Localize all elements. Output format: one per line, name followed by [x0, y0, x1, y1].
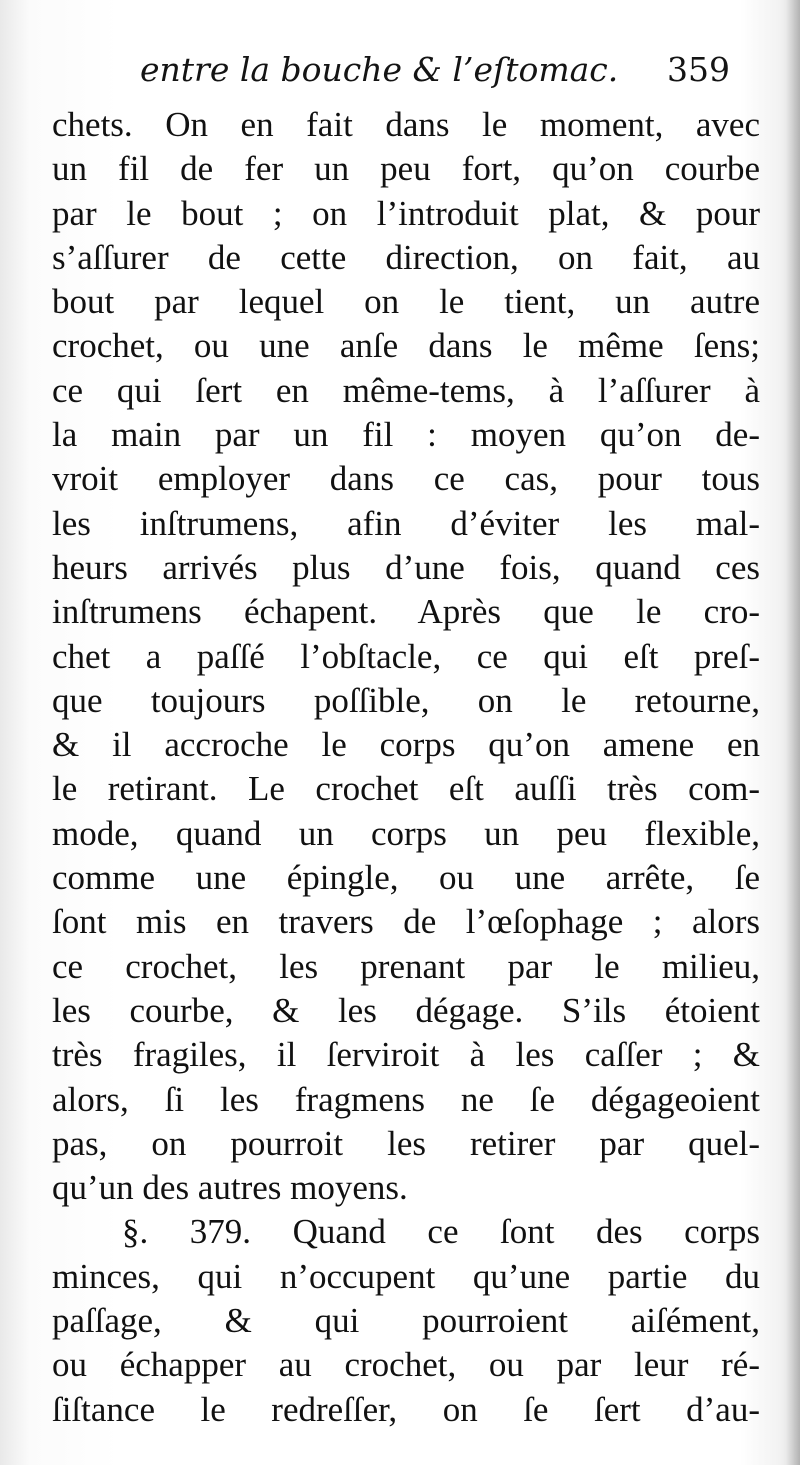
text-line: ce crochet, les prenant par le milieu, — [52, 946, 760, 986]
text-line: ce qui ſert en même-tems, à l’aſſurer à — [52, 370, 760, 410]
text-line: les courbe, & les dégage. S’ils étoient — [52, 990, 760, 1030]
text-line: que toujours poſſible, on le retourne, — [52, 680, 760, 720]
text-line: la main par un fil : moyen qu’on de- — [52, 415, 760, 455]
text-line: minces, qui n’occupent qu’une partie du — [52, 1256, 760, 1296]
page-number: 359 — [667, 50, 730, 89]
text-line: crochet, ou une anſe dans le même ſens; — [52, 326, 760, 366]
text-line: très fragiles, il ſerviroit à les caſſer ; & — [52, 1035, 760, 1075]
text-line: inſtrumens échapent. Après que le cro- — [52, 592, 760, 632]
text-line: bout par lequel on le tient, un autre — [52, 282, 760, 322]
text-line: alors, ſi les fragmens ne ſe dégageoient — [52, 1079, 760, 1119]
text-line: mode, quand un corps un peu flexible, — [52, 813, 760, 853]
text-line: ſont mis en travers de l’œſophage ; alors — [52, 902, 760, 942]
text-line: ſiſtance le redreſſer, on ſe ſert d’au- — [52, 1389, 760, 1429]
text-line: s’aſſurer de cette direction, on fait, au — [52, 237, 760, 277]
text-line: un fil de fer un peu fort, qu’on courbe — [52, 149, 760, 189]
text-line: & il accroche le corps qu’on amene en — [52, 725, 760, 765]
text-line: paſſage, & qui pourroient aiſément, — [52, 1301, 760, 1341]
body-text — [52, 103, 760, 1432]
paragraph-end-line: qu’un des autres moyens. — [52, 1168, 408, 1208]
text-line: le retirant. Le crochet eſt auſſi très com- — [52, 769, 760, 809]
text-line: pas, on pourroit les retirer par quel- — [52, 1123, 760, 1163]
text-line: par le bout ; on l’introduit plat, & pour — [52, 193, 760, 233]
page-edge-shadow — [786, 0, 800, 1465]
running-head: entre la bouche & l’eſtomac. — [140, 50, 619, 89]
text-line: les inſtrumens, afin d’éviter les mal- — [52, 503, 760, 543]
section-start-line: §. 379. Quand ce ſont des corps — [122, 1212, 760, 1252]
text-line: chets. On en fait dans le moment, avec — [52, 105, 760, 144]
text-line: chet a paſſé l’obſtacle, ce qui eſt preſ- — [52, 636, 760, 676]
text-line: comme une épingle, ou une arrête, ſe — [52, 858, 760, 898]
page-header — [140, 50, 750, 100]
text-line: ou échapper au crochet, ou par leur ré- — [52, 1345, 760, 1385]
text-line: vroit employer dans ce cas, pour tous — [52, 459, 760, 499]
text-line: heurs arrivés plus d’une fois, quand ces — [52, 547, 760, 587]
